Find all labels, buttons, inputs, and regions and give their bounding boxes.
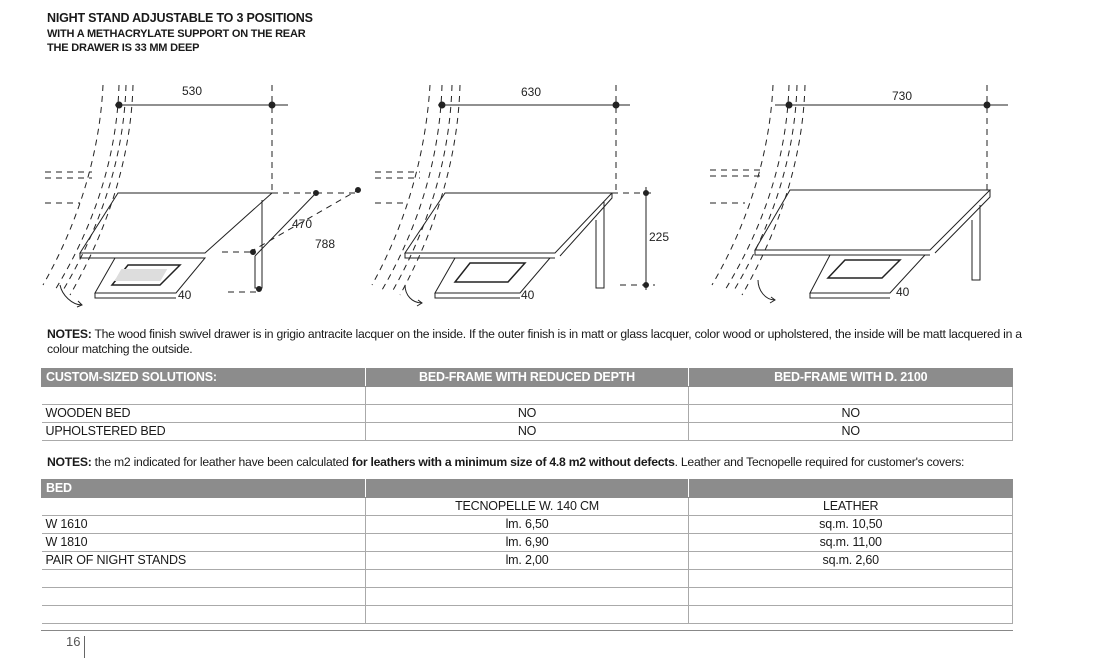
custom-sized-table — [41, 368, 1013, 441]
dim-width-630: 630 — [521, 85, 542, 99]
table-row — [42, 423, 1013, 441]
notes-label: NOTES: — [47, 455, 92, 469]
technical-drawings — [0, 60, 1095, 310]
drawing-730 — [710, 85, 1008, 303]
leather-header-bed: BED — [42, 480, 366, 498]
dim-height-225: 225 — [649, 230, 670, 244]
notes-text-end: . Leather and Tecnopelle required for customer's covers: — [674, 455, 965, 469]
angle-label-2: 40 — [521, 288, 535, 302]
subheader-tecnopelle: TECNOPELLE W. 140 CM — [365, 498, 689, 516]
row-label: UPHOLSTERED BED — [42, 423, 366, 441]
header-subtitle-drawer: THE DRAWER IS 33 MM DEEP — [47, 42, 200, 54]
cell-value: sq.m. 2,60 — [689, 552, 1013, 570]
angle-label-1: 40 — [178, 288, 192, 302]
row-label: PAIR OF NIGHT STANDS — [42, 552, 366, 570]
row-label: W 1810 — [42, 534, 366, 552]
row-label: W 1610 — [42, 516, 366, 534]
notes-bold-text: for leathers with a minimum size of 4.8 m2 without defects — [351, 455, 675, 469]
leather-table — [41, 479, 1013, 624]
drawing-630 — [372, 85, 669, 306]
notes-wood-finish — [47, 327, 1022, 357]
footer-divider — [84, 636, 85, 658]
table-row — [42, 405, 1013, 423]
notes-text: The wood finish swivel drawer is in grigio antracite lacquer on the inside. If the outer finish is in matt or glass lacquer, color wood or upholstered, the inside will be matt lacquered in a colour matching the outside. — [47, 327, 1022, 356]
drawing-530 — [43, 84, 361, 307]
cell-value: sq.m. 11,00 — [689, 534, 1013, 552]
custom-header-solutions: CUSTOM-SIZED SOLUTIONS: — [42, 369, 366, 387]
footer-line — [41, 630, 1013, 631]
dim-width-730: 730 — [892, 89, 913, 103]
custom-header-d2100: BED-FRAME WITH D. 2100 — [689, 369, 1013, 387]
table-row — [42, 552, 1013, 570]
notes-leather — [47, 455, 1022, 470]
cell-value: lm. 6,90 — [365, 534, 689, 552]
table-row — [42, 534, 1013, 552]
angle-label-3: 40 — [896, 285, 910, 299]
cell-value: lm. 6,50 — [365, 516, 689, 534]
cell-value: NO — [689, 405, 1013, 423]
notes-text: the m2 indicated for leather have been calculated — [91, 455, 352, 469]
cell-value: NO — [365, 405, 689, 423]
header-subtitle-support: WITH A METHACRYLATE SUPPORT ON THE REAR — [47, 28, 306, 40]
table-row — [42, 516, 1013, 534]
cell-value: NO — [365, 423, 689, 441]
dim-depth-470: 470 — [292, 217, 313, 231]
cell-value: NO — [689, 423, 1013, 441]
page-number: 16 — [66, 634, 81, 649]
cell-value: sq.m. 10,50 — [689, 516, 1013, 534]
subheader-leather: LEATHER — [689, 498, 1013, 516]
custom-header-reduced-depth: BED-FRAME WITH REDUCED DEPTH — [365, 369, 689, 387]
cell-value: lm. 2,00 — [365, 552, 689, 570]
row-label: WOODEN BED — [42, 405, 366, 423]
notes-label: NOTES: — [47, 327, 92, 341]
subheader-empty — [42, 498, 366, 516]
dim-diag-788: 788 — [315, 237, 336, 251]
dim-width-530: 530 — [182, 84, 203, 98]
header-title: NIGHT STAND ADJUSTABLE TO 3 POSITIONS — [47, 11, 313, 25]
